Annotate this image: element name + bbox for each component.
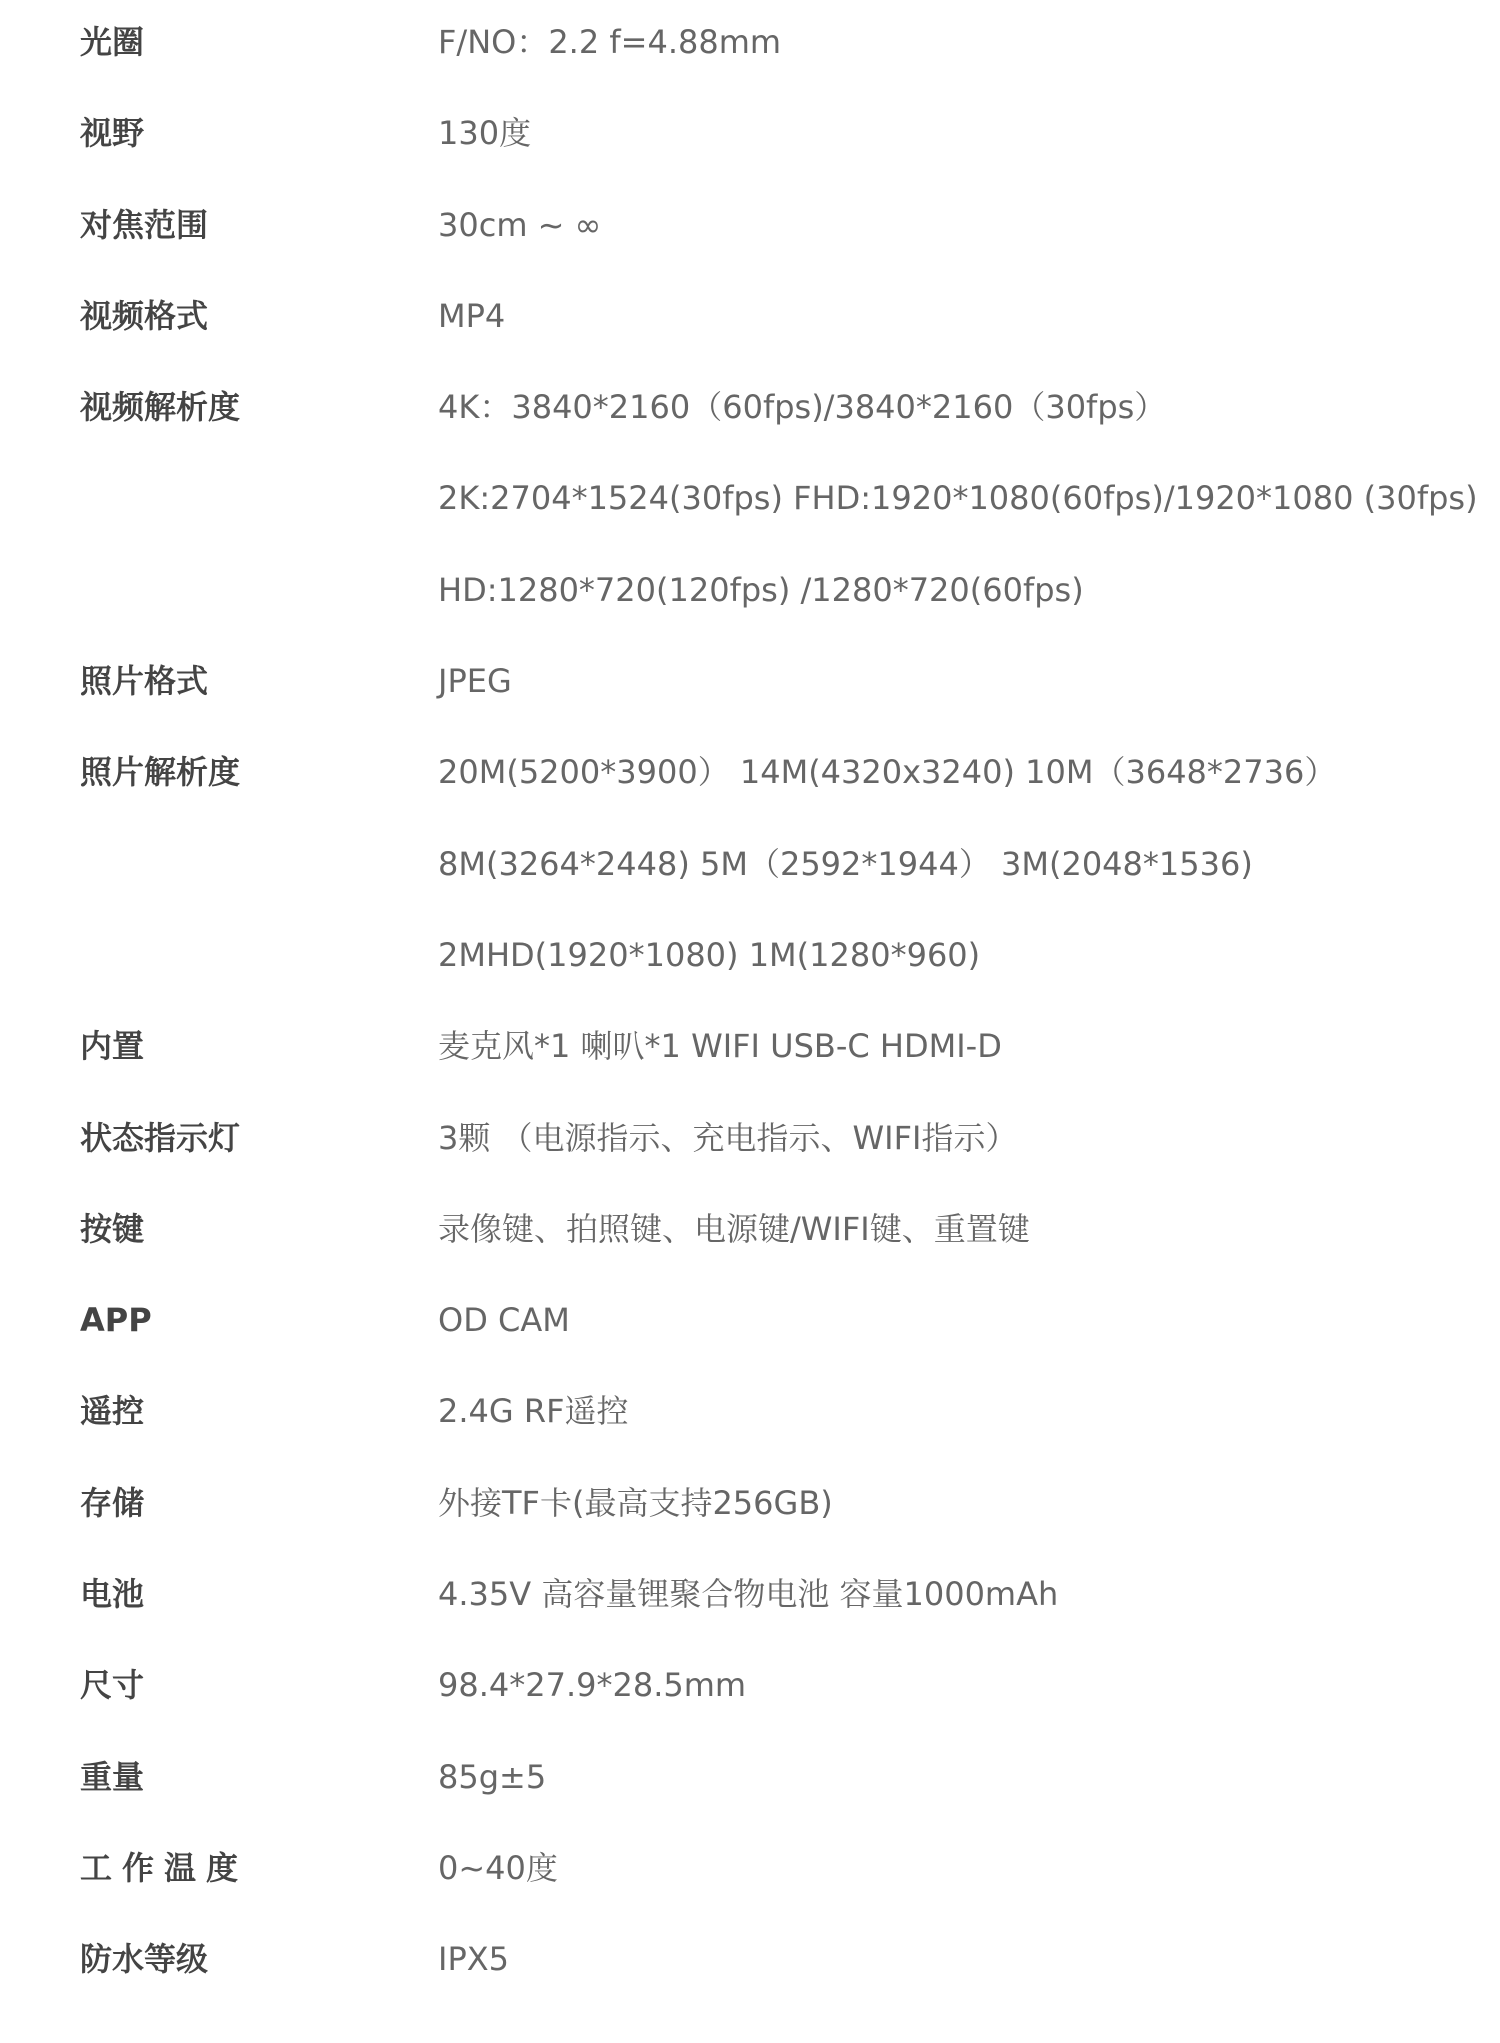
- spec-row: [0, 1004, 1500, 1095]
- spec-line: [0, 1004, 1500, 1095]
- spec-line: [0, 1187, 1500, 1278]
- spec-value: HD:1280*720(120fps) /1280*720(60fps): [438, 570, 1084, 609]
- spec-label: 内置: [80, 1027, 145, 1066]
- spec-row: [0, 183, 1500, 274]
- spec-line: [0, 1278, 1500, 1369]
- spec-row: [0, 1917, 1500, 2008]
- spec-row: [0, 1735, 1500, 1826]
- spec-row: [0, 1552, 1500, 1643]
- spec-row: [0, 365, 1500, 639]
- spec-label: 按键: [80, 1209, 145, 1248]
- spec-value: 4K：3840*2160（60fps)/3840*2160（30fps）: [438, 388, 1167, 427]
- spec-label: 防水等级: [80, 1940, 209, 1979]
- spec-value: 30cm ~ ∞: [438, 205, 602, 244]
- spec-line: [0, 365, 1500, 456]
- spec-label: 照片解析度: [80, 753, 241, 792]
- spec-line: [0, 1735, 1500, 1826]
- spec-label: 重量: [80, 1757, 145, 1796]
- spec-row: [0, 1643, 1500, 1734]
- spec-label: 工作温度: [80, 1848, 249, 1887]
- spec-row: [0, 1369, 1500, 1460]
- spec-row: [0, 1826, 1500, 1917]
- spec-line: [0, 0, 1500, 91]
- spec-value: 8M(3264*2448) 5M（2592*1944） 3M(2048*1536): [438, 844, 1253, 883]
- spec-line: [0, 1917, 1500, 2008]
- spec-line: [0, 1643, 1500, 1734]
- spec-value: 98.4*27.9*28.5mm: [438, 1666, 747, 1705]
- spec-label: 尺寸: [80, 1666, 145, 1705]
- spec-value: 外接TF卡(最高支持256GB): [438, 1483, 833, 1522]
- spec-line: [0, 274, 1500, 365]
- spec-line: [0, 730, 1500, 821]
- spec-value: 20M(5200*3900） 14M(4320x3240) 10M（3648*2736）: [438, 753, 1337, 792]
- spec-row: [0, 91, 1500, 182]
- spec-value: 0~40度: [438, 1848, 558, 1887]
- spec-row: [0, 1461, 1500, 1552]
- spec-line: [0, 822, 1500, 913]
- spec-value: F/NO：2.2 f=4.88mm: [438, 23, 782, 61]
- spec-row: [0, 274, 1500, 365]
- spec-value: 录像键、拍照键、电源键/WIFI键、重置键: [438, 1209, 1030, 1248]
- spec-label: 存储: [80, 1483, 145, 1522]
- spec-label: 光圈: [80, 23, 145, 61]
- spec-label: 对焦范围: [80, 205, 209, 244]
- spec-line: [0, 1826, 1500, 1917]
- spec-label: 电池: [80, 1575, 145, 1614]
- spec-row: [0, 1187, 1500, 1278]
- spec-row: [0, 730, 1500, 1004]
- spec-value: 2MHD(1920*1080) 1M(1280*960): [438, 935, 981, 974]
- spec-line: [0, 1461, 1500, 1552]
- spec-row: [0, 0, 1500, 91]
- spec-label: 视野: [80, 114, 145, 153]
- spec-line: [0, 1552, 1500, 1643]
- spec-line: [0, 183, 1500, 274]
- spec-line: [0, 1369, 1500, 1460]
- spec-line: [0, 913, 1500, 1004]
- spec-value: 2.4G RF遥控: [438, 1392, 629, 1431]
- spec-label: 视频解析度: [80, 388, 241, 427]
- spec-value: 85g±5: [438, 1757, 547, 1796]
- spec-line: [0, 639, 1500, 730]
- spec-row: [0, 1278, 1500, 1369]
- spec-label: 照片格式: [80, 662, 209, 701]
- spec-label: 状态指示灯: [80, 1118, 241, 1157]
- spec-line: [0, 91, 1500, 182]
- spec-value: 130度: [438, 114, 532, 153]
- spec-value: MP4: [438, 296, 506, 335]
- spec-row: [0, 1096, 1500, 1187]
- spec-line: [0, 456, 1500, 547]
- spec-value: 3颗 （电源指示、充电指示、WIFI指示）: [438, 1118, 1018, 1157]
- spec-value: JPEG: [438, 662, 512, 701]
- spec-label: 遥控: [80, 1392, 145, 1431]
- spec-value: OD CAM: [438, 1301, 570, 1340]
- spec-value: 麦克风*1 喇叭*1 WIFI USB-C HDMI-D: [438, 1027, 1002, 1066]
- spec-label: 视频格式: [80, 296, 209, 335]
- spec-row: [0, 639, 1500, 730]
- spec-value: 2K:2704*1524(30fps) FHD:1920*1080(60fps)/1920*1080 (30fps): [438, 479, 1478, 518]
- spec-line: [0, 548, 1500, 639]
- spec-line: [0, 1096, 1500, 1187]
- spec-value: IPX5: [438, 1940, 510, 1979]
- spec-value: 4.35V 高容量锂聚合物电池 容量1000mAh: [438, 1575, 1059, 1614]
- spec-label: APP: [80, 1301, 152, 1340]
